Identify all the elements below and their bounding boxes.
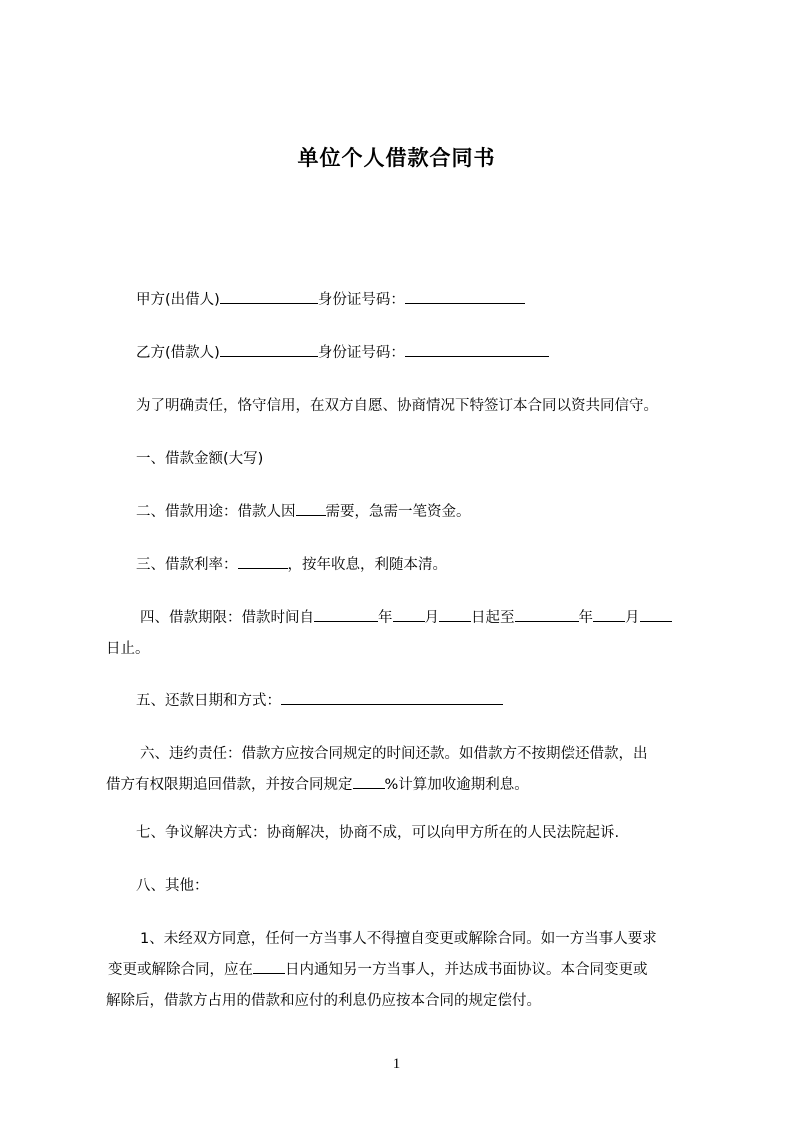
clause-2 — [106, 497, 736, 528]
clause-4-start-year-blank — [314, 606, 378, 622]
party-a-name-blank — [220, 288, 318, 304]
clause-5 — [106, 686, 736, 717]
clause-4-end-day-blank — [640, 606, 672, 622]
clause-3 — [106, 550, 736, 581]
clause-4-start-month-blank — [393, 606, 425, 622]
party-b-label: 乙方(借款人) — [136, 345, 220, 361]
party-a-id-label: 身份证号码： — [317, 292, 405, 308]
clause-6-line2-before: 借方有权限期追回借款，并按合同规定 — [106, 777, 353, 793]
clause-1: 一、借款金额(大写) — [136, 451, 264, 467]
clause-8-item-1 — [106, 924, 706, 1017]
clause-6 — [106, 739, 706, 801]
clause-4-p7: 日止。 — [106, 641, 150, 657]
clause-6-line2-after: %计算加收逾期利息。 — [384, 777, 529, 793]
item-1-line2-after: 日内通知另一方当事人，并达成书面协议。本合同变更或 — [285, 962, 648, 978]
item-1-line3: 解除后，借款方占用的借款和应付的利息仍应按本合同的规定偿付。 — [106, 993, 541, 1009]
clause-4-start-day-blank — [439, 606, 471, 622]
item-1-days-blank — [253, 958, 285, 974]
clause-7: 七、争议解决方式：协商解决，协商不成，可以向甲方所在的人民法院起诉. — [136, 825, 620, 841]
page-number: 1 — [392, 1056, 401, 1072]
clause-4-p2: 年 — [378, 610, 393, 626]
clause-2-after: 需要，急需一笔资金。 — [325, 504, 471, 520]
clause-4-p6: 月 — [625, 610, 640, 626]
clause-2-blank — [296, 500, 326, 516]
item-1-line2-before: 变更或解除合同，应在 — [108, 962, 253, 978]
clause-6-rate-blank — [353, 773, 385, 789]
party-b-id-blank — [405, 341, 549, 357]
clause-5-label: 五、还款日期和方式： — [136, 693, 281, 709]
clause-4 — [106, 603, 706, 665]
clause-4-end-month-blank — [593, 606, 625, 622]
clause-3-before: 三、借款利率： — [136, 557, 238, 573]
clause-3-rate-blank — [238, 553, 288, 569]
clause-4-p1: 四、借款期限：借款时间自 — [140, 610, 314, 626]
clause-8: 八、其他： — [136, 878, 209, 894]
party-a-label: 甲方(出借人) — [136, 292, 220, 308]
clause-4-p4: 日起至 — [471, 610, 515, 626]
item-1-line1: 1、未经双方同意，任何一方当事人不得擅自变更或解除合同。如一方当事人要求 — [140, 931, 657, 947]
party-b-id-label: 身份证号码： — [317, 345, 405, 361]
party-a-id-blank — [405, 288, 525, 304]
party-a-line — [106, 285, 736, 316]
clause-3-after: ，按年收息，利随本清。 — [287, 557, 447, 573]
clause-2-before: 二、借款用途：借款人因 — [136, 504, 296, 520]
clause-6-line1: 六、违约责任：借款方应按合同规定的时间还款。如借款方不按期偿还借款，出 — [140, 746, 648, 762]
clause-4-p3: 月 — [424, 610, 439, 626]
clause-4-p5: 年 — [578, 610, 593, 626]
party-b-line — [106, 338, 736, 369]
preamble: 为了明确责任，恪守信用，在双方自愿、协商情况下特签订本合同以资共同信守。 — [136, 398, 658, 414]
clause-4-end-year-blank — [515, 606, 579, 622]
party-b-name-blank — [220, 341, 318, 357]
document-title: 单位个人借款合同书 — [297, 146, 496, 170]
clause-5-blank — [281, 689, 503, 705]
